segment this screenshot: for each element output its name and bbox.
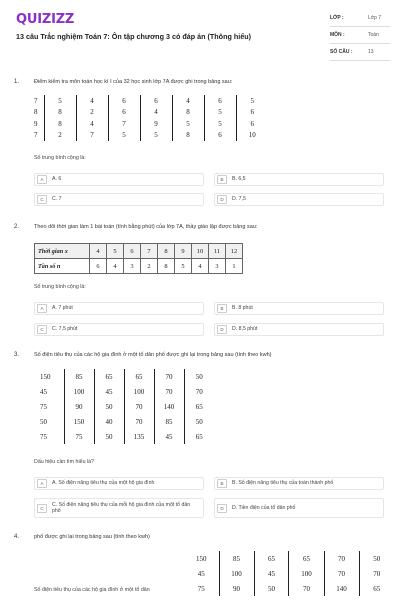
table-cell: 70 xyxy=(124,399,154,414)
table-cell: 75 xyxy=(197,584,205,593)
table-cell: 4 xyxy=(107,259,124,274)
electricity-table xyxy=(40,369,214,444)
table-cell: 150 xyxy=(64,414,94,429)
option-text: A. 7 phút xyxy=(52,305,73,312)
option-letter: B xyxy=(217,479,227,488)
table-cell: 6 xyxy=(108,95,140,107)
table-cell: 4 xyxy=(76,118,108,130)
option-d[interactable] xyxy=(214,193,384,206)
table-cell: 3 xyxy=(124,259,141,274)
meta-row-class xyxy=(330,10,390,27)
option-text: A. 6 xyxy=(52,176,62,183)
option-letter: C xyxy=(37,195,47,204)
option-a[interactable] xyxy=(34,173,204,186)
table-cell: 6 xyxy=(108,107,140,119)
table-cell: 9 xyxy=(140,118,172,130)
option-a[interactable] xyxy=(34,302,204,315)
meta-row-subject xyxy=(330,27,390,44)
table-cell: 5 xyxy=(204,118,236,130)
table-cell: 5 xyxy=(44,95,76,107)
table-cell: 100 xyxy=(124,384,154,399)
table-cell: 50 xyxy=(94,399,124,414)
table-row xyxy=(40,429,214,444)
question-prompt: Dấu hiệu cần tìm hiểu là? xyxy=(34,459,95,465)
table-row xyxy=(40,369,214,384)
table-cell: 4 xyxy=(76,95,108,107)
meta-value: 13 xyxy=(368,49,374,55)
meta-row-count xyxy=(330,44,390,61)
question-text: phố được ghi lại trong bảng sau (tính theo kwh) xyxy=(34,534,150,540)
table-cell: 4 xyxy=(172,95,204,107)
table-cell: 150 xyxy=(196,554,207,563)
question-number: 1. xyxy=(14,79,20,85)
table-cell: 65 xyxy=(184,429,214,444)
question-prompt: Số trung bình cộng là: xyxy=(34,155,86,161)
table-cell: 85 xyxy=(154,414,184,429)
table-cell: 75 xyxy=(40,432,47,441)
table-cell: 45 xyxy=(94,384,124,399)
option-b[interactable] xyxy=(214,302,384,315)
table-row xyxy=(40,414,214,429)
question-3 xyxy=(14,352,394,527)
page-title: 13 câu Trắc nghiệm Toán 7: Ôn tập chương 3 có đáp án (Thông hiểu) xyxy=(16,32,252,41)
table-cell: 70 xyxy=(324,551,359,566)
table-cell: 9 xyxy=(34,119,38,128)
question-number: 4. xyxy=(14,534,20,540)
option-text: C. Số điện năng tiêu thụ của mỗi hộ gia đình của một tổ dân phố xyxy=(52,501,191,514)
meta-key: SỐ CÂU : xyxy=(330,49,353,55)
question-number: 2. xyxy=(14,224,20,230)
table-cell: 140 xyxy=(154,399,184,414)
table-cell: 150 xyxy=(40,372,51,381)
row-header: Thời gian x xyxy=(35,244,90,259)
option-b[interactable] xyxy=(214,477,384,490)
table-cell: 9 xyxy=(175,244,192,259)
option-a[interactable] xyxy=(34,477,204,490)
table-cell: 7 xyxy=(76,130,108,142)
option-letter: A xyxy=(37,304,47,313)
table-cell: 7 xyxy=(141,244,158,259)
quizizz-logo: QUIZIZZ xyxy=(16,12,75,27)
table-cell: 12 xyxy=(226,244,243,259)
table-cell: 6 xyxy=(236,107,268,119)
option-letter: A xyxy=(37,479,47,488)
table-cell: 140 xyxy=(324,581,359,596)
table-row xyxy=(34,130,268,142)
table-row xyxy=(34,95,268,107)
option-letter: D xyxy=(217,195,227,204)
option-text: A. Số điện năng tiêu thụ của một hộ gia đình xyxy=(52,480,155,487)
table-cell: 65 xyxy=(254,551,289,566)
table-cell: 70 xyxy=(124,414,154,429)
question-2 xyxy=(14,224,394,344)
table-row xyxy=(35,244,243,259)
table-cell: 135 xyxy=(124,429,154,444)
option-letter: D xyxy=(217,325,227,334)
table-cell: 8 xyxy=(34,108,38,117)
table-cell: 90 xyxy=(219,581,254,596)
option-letter: B xyxy=(217,175,227,184)
option-c[interactable] xyxy=(34,323,204,336)
meta-value: Toán xyxy=(368,32,379,38)
table-cell: 7 xyxy=(34,96,38,105)
meta-value: Lớp 7 xyxy=(368,15,382,21)
table-cell: 7 xyxy=(108,118,140,130)
question-text: Theo dõi thời gian làm 1 bài toán (tính bằng phút) của lớp 7A, thầy giáo lập được bảng sau: xyxy=(34,224,258,230)
option-c[interactable] xyxy=(34,193,204,206)
table-cell: 6 xyxy=(90,259,107,274)
table-cell: 2 xyxy=(141,259,158,274)
table-cell: 40 xyxy=(94,414,124,429)
table-cell: 70 xyxy=(184,384,214,399)
table-cell: 45 xyxy=(154,429,184,444)
table-cell: 70 xyxy=(359,566,394,581)
question-1 xyxy=(14,79,394,209)
row-header: Tần số n xyxy=(35,259,90,274)
meta-key: LỚP : xyxy=(330,15,344,21)
table-cell: 10 xyxy=(192,244,209,259)
table-cell: 4 xyxy=(90,244,107,259)
table-cell: 45 xyxy=(254,566,289,581)
table-row xyxy=(40,384,214,399)
table-cell: 100 xyxy=(289,566,324,581)
table-cell: 65 xyxy=(94,369,124,384)
table-cell: 10 xyxy=(236,130,268,142)
table-cell: 6 xyxy=(124,244,141,259)
table-cell: 45 xyxy=(197,569,205,578)
frequency-table xyxy=(34,243,243,274)
table-row xyxy=(184,581,394,596)
option-text: D. 8,5 phút xyxy=(232,326,258,333)
table-cell: 5 xyxy=(175,259,192,274)
table-cell: 5 xyxy=(140,130,172,142)
table-cell: 70 xyxy=(154,369,184,384)
table-cell: 75 xyxy=(40,402,47,411)
option-text: C. 7 xyxy=(52,196,62,203)
table-cell: 3 xyxy=(209,259,226,274)
table-cell: 100 xyxy=(64,384,94,399)
table-cell: 50 xyxy=(94,429,124,444)
table-cell: 70 xyxy=(289,581,324,596)
question-side-text: Số điện tiêu thụ của các hộ gia đình ở một tổ dân xyxy=(34,587,150,593)
option-text: D. 7,5 xyxy=(232,196,246,203)
table-cell: 65 xyxy=(184,399,214,414)
question-prompt: Số trung bình cộng là: xyxy=(34,284,86,290)
table-cell: 70 xyxy=(154,384,184,399)
table-cell: 4 xyxy=(192,259,209,274)
option-text: D. Tiền điện của tổ dân phố xyxy=(232,504,296,511)
table-cell: 85 xyxy=(64,369,94,384)
table-cell: 6 xyxy=(204,130,236,142)
question-text: Số điện tiêu thụ của các hộ gia đình ở một tổ dân phố được ghi lại trong bảng sau (tính theo kwh) xyxy=(34,352,272,358)
question-4 xyxy=(14,534,394,600)
table-cell: 1 xyxy=(226,259,243,274)
table-row xyxy=(40,399,214,414)
page-header xyxy=(0,0,400,62)
electricity-table xyxy=(184,551,394,596)
table-row xyxy=(184,551,394,566)
table-cell: 8 xyxy=(158,244,175,259)
option-text: B. 6,5 xyxy=(232,176,246,183)
option-c[interactable] xyxy=(34,498,204,518)
table-cell: 6 xyxy=(204,95,236,107)
table-cell: 50 xyxy=(184,369,214,384)
table-cell: 50 xyxy=(40,417,47,426)
table-cell: 5 xyxy=(107,244,124,259)
table-cell: 50 xyxy=(359,551,394,566)
table-cell: 8 xyxy=(44,118,76,130)
option-letter: C xyxy=(37,504,47,513)
table-cell: 90 xyxy=(64,399,94,414)
table-cell: 50 xyxy=(254,581,289,596)
option-letter: A xyxy=(37,175,47,184)
table-cell: 2 xyxy=(44,130,76,142)
table-cell: 65 xyxy=(289,551,324,566)
table-cell: 4 xyxy=(140,107,172,119)
option-d[interactable] xyxy=(214,498,384,518)
option-text: B. Số điện năng tiêu thụ của toàn thành phố xyxy=(232,480,334,487)
table-cell: 50 xyxy=(184,414,214,429)
option-d[interactable] xyxy=(214,323,384,336)
table-row xyxy=(34,107,268,119)
option-letter: B xyxy=(217,304,227,313)
option-letter: D xyxy=(217,504,227,513)
table-cell: 6 xyxy=(236,118,268,130)
question-text: Điểm kiểm tra môn toán học kì I của 32 học sinh lớp 7A được ghi trong bảng sau: xyxy=(34,79,233,85)
table-cell: 7 xyxy=(34,131,38,140)
table-cell: 8 xyxy=(172,107,204,119)
table-cell: 8 xyxy=(172,130,204,142)
table-cell: 2 xyxy=(76,107,108,119)
table-row xyxy=(35,259,243,274)
score-table xyxy=(34,95,268,141)
table-cell: 8 xyxy=(158,259,175,274)
table-cell: 75 xyxy=(64,429,94,444)
table-cell: 45 xyxy=(40,387,47,396)
table-cell: 5 xyxy=(204,107,236,119)
meta-panel xyxy=(330,10,390,61)
option-text: B. 8 phút xyxy=(232,305,253,312)
table-cell: 65 xyxy=(124,369,154,384)
option-letter: C xyxy=(37,325,47,334)
question-number: 3. xyxy=(14,352,20,358)
table-cell: 11 xyxy=(209,244,226,259)
meta-key: MÔN : xyxy=(330,32,345,38)
table-cell: 65 xyxy=(359,581,394,596)
table-cell: 8 xyxy=(44,107,76,119)
table-cell: 85 xyxy=(219,551,254,566)
table-cell: 5 xyxy=(172,118,204,130)
option-text: C. 7,5 phút xyxy=(52,326,78,333)
table-row xyxy=(34,118,268,130)
table-cell: 70 xyxy=(324,566,359,581)
option-b[interactable] xyxy=(214,173,384,186)
table-cell: 6 xyxy=(140,95,172,107)
table-row xyxy=(184,566,394,581)
table-cell: 100 xyxy=(219,566,254,581)
table-cell: 5 xyxy=(108,130,140,142)
table-cell: 5 xyxy=(236,95,268,107)
